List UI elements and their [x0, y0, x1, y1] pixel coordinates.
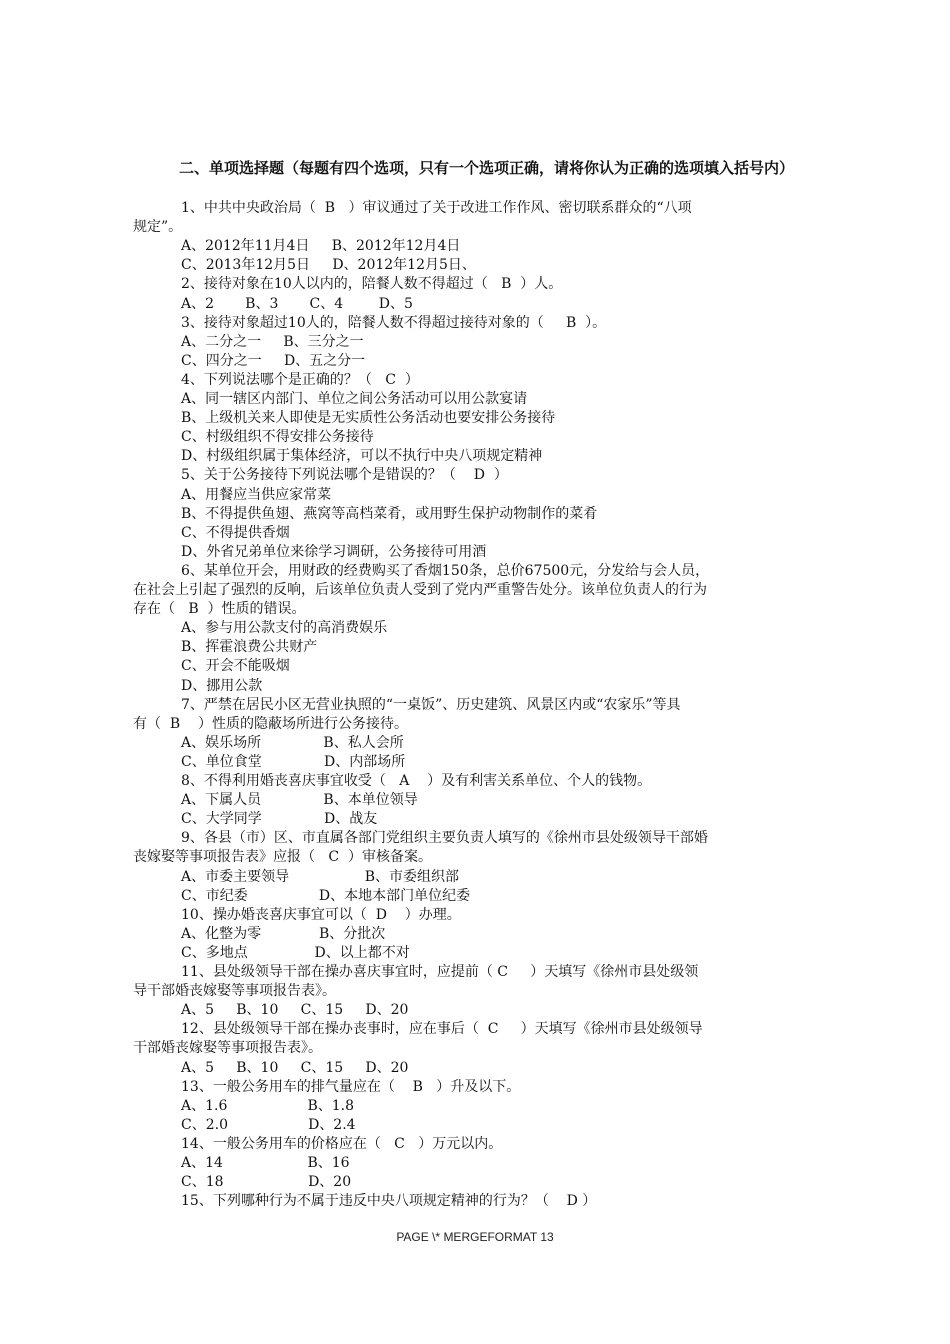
- section-heading: 二、单项选择题（每题有四个选项，只有一个选项正确，请将你认为正确的选项填入括号内）: [179, 159, 795, 177]
- text-line: A、5 B、10 C、15 D、20: [181, 1002, 409, 1019]
- text-line: A、同一辖区内部门、单位之间公务活动可以用公款宴请: [181, 391, 528, 407]
- text-line: C、四分之一 D、五之分一: [181, 352, 366, 369]
- text-line: A、14 B、16: [181, 1155, 350, 1171]
- text-line: 12、县处级领导干部在操办丧事时，应在事后（ C ）天填写《徐州市县处级领导: [181, 1021, 703, 1038]
- text-line: 7、严禁在居民小区无营业执照的“一桌饭”、历史建筑、风景区内或“农家乐”等具: [181, 696, 681, 713]
- text-line: C、不得提供香烟: [181, 524, 290, 541]
- text-line: B、挥霍浪费公共财产: [181, 639, 318, 656]
- text-line: D、外省兄弟单位来徐学习调研，公务接待可用酒: [181, 543, 487, 560]
- text-line: C、市纪委 D、本地本部门单位纪委: [181, 887, 471, 904]
- text-line: 干部婚丧嫁娶等事项报告表》。: [133, 1040, 322, 1057]
- text-line: 导干部婚丧嫁娶等事项报告表》。: [133, 983, 336, 1000]
- text-line: 丧嫁娶等事项报告表》应报（ C ）审核备案。: [133, 849, 432, 866]
- text-line: A、2 B、3 C、4 D、5: [181, 295, 413, 312]
- text-line: B、上级机关来人即使是无实质性公务活动也要安排公务接待: [181, 410, 556, 427]
- text-line: A、2012年11月4日 B、2012年12月4日: [181, 238, 461, 255]
- text-line: 4、下列说法哪个是正确的？（ C ）: [181, 371, 419, 388]
- text-line: 6、某单位开会，用财政的经费购买了香烟150条，总价67500元，分发给与会人员，: [181, 562, 710, 579]
- text-line: D、村级组织属于集体经济，可以不执行中央八项规定精神: [181, 448, 543, 465]
- text-line: 存在（ B ）性质的错误。: [133, 601, 306, 618]
- text-line: 11、县处级领导干部在操办喜庆事宜时，应提前（ C ）天填写《徐州市县处级领: [181, 964, 699, 980]
- text-line: 14、一般公务用车的价格应在（ C ）万元以内。: [181, 1135, 503, 1152]
- text-line: C、多地点 D、以上都不对: [181, 944, 410, 961]
- page-footer: PAGE \* MERGEFORMAT 13: [396, 1230, 554, 1244]
- text-line: C、村级组织不得安排公务接待: [181, 429, 374, 446]
- text-line: 13、一般公务用车的排气量应在（ B ）升及以下。: [181, 1078, 521, 1095]
- text-line: A、娱乐场所 B、私人会所: [181, 734, 404, 751]
- text-line: 10、操办婚丧喜庆事宜可以（ D ）办理。: [181, 906, 461, 923]
- text-line: 8、不得利用婚丧喜庆事宜收受（ A ）及有利害关系单位、个人的钱物。: [181, 773, 652, 789]
- text-line: A、下属人员 B、本单位领导: [181, 792, 418, 809]
- text-line: C、2.0 D、2.4: [181, 1116, 356, 1133]
- text-line: 在社会上引起了强烈的反响，后该单位负责人受到了党内严重警告处分。该单位负责人的行为: [133, 582, 707, 598]
- text-line: A、化整为零 B、分批次: [181, 925, 386, 942]
- text-line: A、参与用公款支付的高消费娱乐: [181, 620, 388, 637]
- text-line: A、1.6 B、1.8: [181, 1097, 355, 1114]
- text-line: C、单位食堂 D、内部场所: [181, 753, 406, 770]
- text-line: A、二分之一 B、三分之一: [181, 333, 364, 350]
- text-line: B、不得提供鱼翅、燕窝等高档菜肴，或用野生保护动物制作的菜肴: [181, 505, 598, 522]
- text-line: 2、接待对象在10人以内的，陪餐人数不得超过（ B ）人。: [181, 276, 563, 293]
- text-line: 规定”。: [133, 219, 183, 236]
- text-line: 1、中共中央政治局（ B ）审议通过了关于改进工作作风、密切联系群众的“八项: [181, 200, 692, 216]
- text-line: C、大学同学 D、战友: [181, 811, 378, 828]
- text-line: A、市委主要领导 B、市委组织部: [181, 868, 460, 885]
- text-line: 9、各县（市）区、市直属各部门党组织主要负责人填写的《徐州市县处级领导干部婚: [181, 830, 708, 847]
- text-line: 5、关于公务接待下列说法哪个是错误的？（ D ）: [181, 467, 508, 484]
- text-line: A、5 B、10 C、15 D、20: [181, 1059, 409, 1076]
- text-line: 15、下列哪种行为不属于违反中央八项规定精神的行为？（ D ）: [181, 1193, 597, 1210]
- text-line: 有（ B ）性质的隐蔽场所进行公务接待。: [133, 715, 408, 732]
- text-line: D、挪用公款: [181, 677, 263, 694]
- text-line: C、开会不能吸烟: [181, 658, 290, 675]
- text-line: A、用餐应当供应家常菜: [181, 486, 332, 503]
- text-line: C、2013年12月5日 D、2012年12月5日、: [181, 257, 476, 274]
- text-line: C、18 D、20: [181, 1174, 352, 1191]
- text-line: 3、接待对象超过10人的，陪餐人数不得超过接待对象的（ B ）。: [181, 314, 607, 331]
